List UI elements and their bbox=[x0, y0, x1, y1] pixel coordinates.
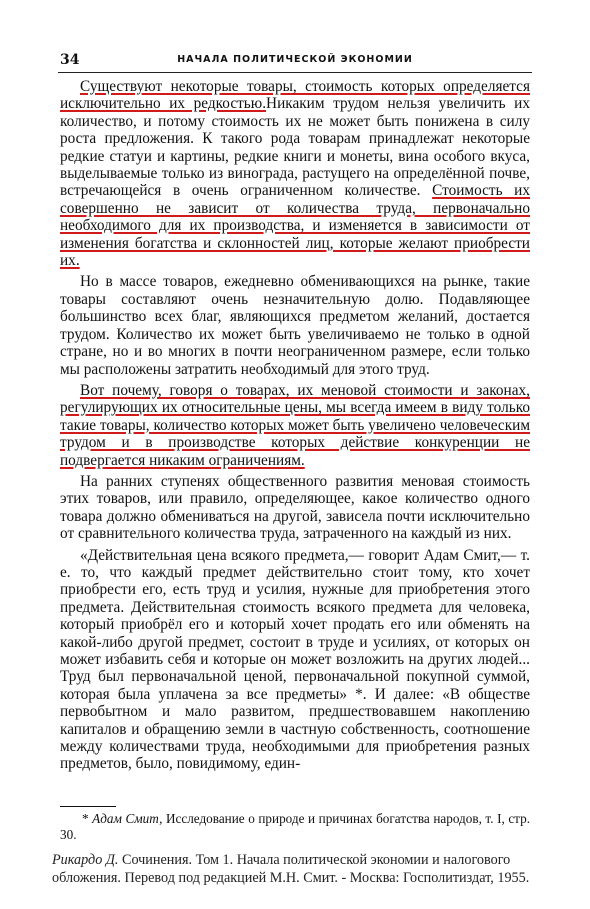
footnote-text: Исследование о природе и причинах богатства народов, т. I, стр. 30. bbox=[60, 811, 530, 842]
footnote-marker: * bbox=[82, 811, 93, 826]
paragraph-scope bbox=[60, 382, 530, 469]
citation-author: Рикардо Д. bbox=[52, 852, 119, 868]
footnote-author: Адам Смит, bbox=[92, 811, 163, 826]
header-rule bbox=[58, 72, 532, 73]
highlight-scope: Вот почему, говоря о товарах, их меновой стоимости и законах, регулирующих их относительные цены, мы всегда имеем в виду только такие товары, количество которых может быть увеличено человеческим трудом и в производстве которых действие конкуренции не подвергается никаким ограничениям. bbox=[60, 381, 530, 469]
citation-text: Сочинения. Том 1. Начала политической экономии и налогового обложения. Перевод под редакцией М.Н. Смит. - Москва: Госполитиздат, 1955. bbox=[52, 852, 530, 886]
page-number: 34 bbox=[60, 52, 80, 68]
running-title: НАЧАЛА ПОЛИТИЧЕСКОЙ ЭКОНОМИИ bbox=[177, 54, 413, 65]
footnote-rule bbox=[60, 806, 116, 807]
highlight-rarity-value: Стоимость их совершенно не зависит от количества труда, первоначально необходимого для их производства, и изменяется в зависимости от изменения богатства и склонностей лиц, которые желают приобрести их. bbox=[60, 182, 531, 270]
highlight-rarity-definition: Существуют некоторые товары, стоимость которых определяется исключительно их редкостью. bbox=[60, 78, 530, 113]
running-header bbox=[60, 52, 530, 72]
paragraph-early-stages: На ранних ступенях общественного развития меновая стоимость этих товаров, или правило, определяющее, какое количество одного товара должно обмениваться на другой, зависела почти исключительно от сравнительного количества труда, затраченного на каждый из них. bbox=[60, 472, 530, 543]
paragraph-text: Никаким трудом нельзя увеличить их количество, и потому стоимость их не может быть понижена в силу роста предложения. К такого рода товарам принадлежат некоторые редкие статуи и картины, редкие книги и монеты, вина особого вкуса, выделываемые только из винограда, растущего на определённой почве, встречающейся в очень ограниченном количестве. bbox=[60, 95, 530, 200]
body-text bbox=[60, 78, 530, 777]
footnote bbox=[60, 811, 530, 842]
paragraph-smith-quote: «Действительная цена всякого предмета,— говорит Адам Смит,— т. е. то, что каждый предмет действительно стоит тому, кто хочет приобрести его, есть труд и усилия, нужные для приобретения этого предмета. Действительная стоимость всякого предмета для человека, который приобрёл его и который хочет продать его или обменять на какой-либо другой предмет, состоит в труде и усилиях, от которых он может избавить себя и которые он может возложить на других людей... Труд был первоначальной ценой, первоначальной покупной суммой, которая была уплачена за все предметы» *. И далее: «В обществе первобытном и мало развитом, предшествовавшем накоплению капиталов и обращению земли в частную собственность, соотношение между количествами труда, необходимыми для приобретения разных предметов, было, повидимому, един- bbox=[60, 546, 530, 773]
source-citation bbox=[52, 851, 537, 887]
paragraph-rarity bbox=[60, 78, 530, 269]
paragraph-labor-goods: Но в массе товаров, ежедневно обменивающихся на рынке, такие товары составляют очень незначительную долю. Подавляющее большинство всех благ, являющихся предметом желаний, достается трудом. Количество их может быть увеличиваемо не только в одной стране, но и во многих в почти неограниченном размере, если только мы расположены затратить необходимый для этого труд. bbox=[60, 273, 530, 378]
